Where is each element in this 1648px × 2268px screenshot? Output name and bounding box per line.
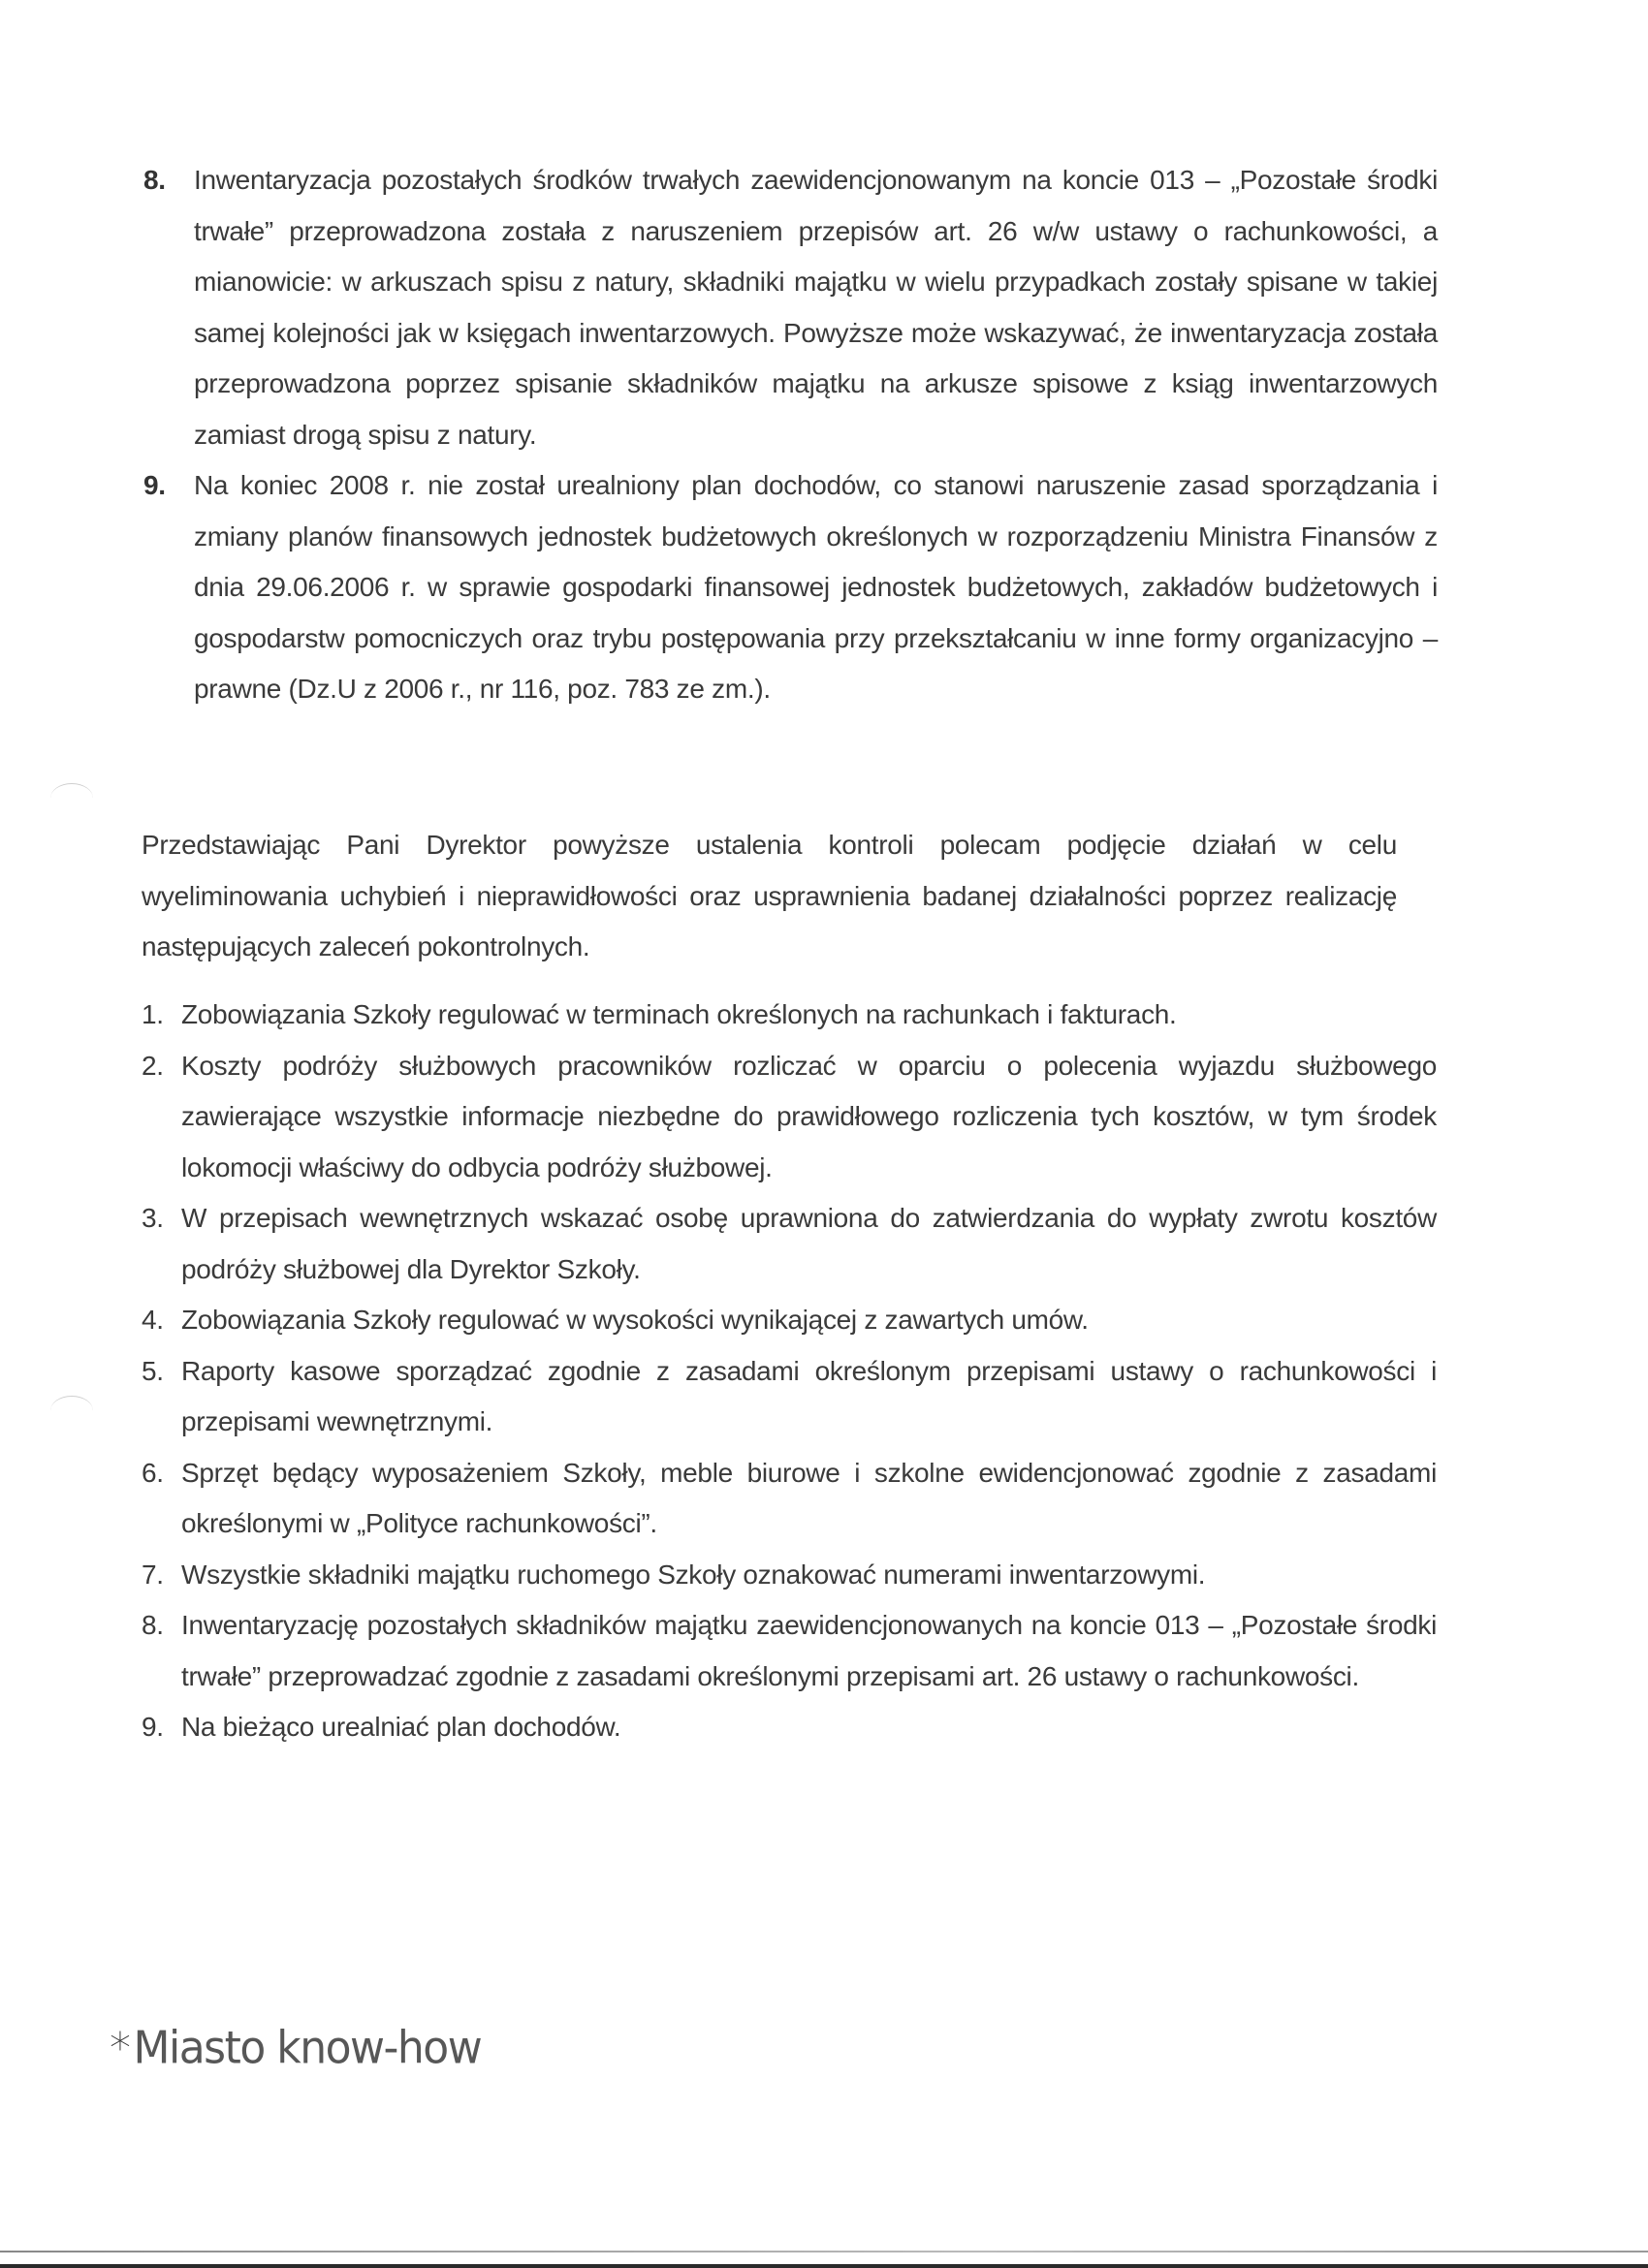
scan-mark: [50, 1396, 93, 1426]
recommendation-item: [142, 1193, 1437, 1295]
recommendation-text: Wszystkie składniki majątku ruchomego Szkoły oznakować numerami inwentarzowymi.: [181, 1559, 1206, 1590]
asterisk-icon: *: [110, 2024, 130, 2073]
recommendation-number: 5.: [142, 1355, 164, 1386]
recommendation-item: [142, 1550, 1437, 1601]
recommendations-list: [142, 990, 1437, 1753]
recommendation-number: 3.: [142, 1203, 164, 1233]
finding-item: [143, 460, 1438, 715]
recommendation-number: 7.: [142, 1559, 164, 1590]
recommendation-number: 6.: [142, 1457, 164, 1488]
recommendation-number: 9.: [142, 1712, 164, 1742]
finding-number: 9.: [143, 470, 166, 500]
recommendation-item: [142, 1702, 1437, 1753]
recommendation-item: [142, 1448, 1437, 1550]
recommendation-item: [142, 1041, 1437, 1194]
recommendation-text: Na bieżąco urealniać plan dochodów.: [181, 1712, 621, 1742]
recommendation-number: 8.: [142, 1610, 164, 1640]
findings-list: [143, 155, 1438, 715]
finding-text: Inwentaryzacja pozostałych środków trwałych zaewidencjonowanym na koncie 013 – „Pozostałe środki trwałe” przeprowadzona została z naruszeniem przepisów art. 26 w/w ustawy o rachunkowości, a mianowicie: w arkuszach spisu z natury, składniki majątku w wielu przypadkach zostały spisane w takiej samej kolejności jak w księgach inwentarzowych. Powyższe może wskazywać, że inwentaryzacja została przeprowadzona poprzez spisanie składników majątku na arkusze spisowe z ksiąg inwentarzowych zamiast drogą spisu z natury.: [194, 165, 1438, 450]
scan-edge-bar: [0, 2264, 1648, 2268]
recommendation-number: 4.: [142, 1305, 164, 1335]
logo-text: Miasto know-how: [133, 2022, 482, 2075]
intro-paragraph: Przedstawiając Pani Dyrektor powyższe ustalenia kontroli polecam podjęcie działań w celu wyeliminowania uchybień i nieprawidłowości oraz usprawnienia badanej działalności poprzez realizację następujących zaleceń pokontrolnych.: [142, 830, 1397, 961]
recommendation-number: 2.: [142, 1050, 164, 1081]
recommendation-item: [142, 1600, 1437, 1702]
footer-logo: [110, 2024, 481, 2073]
recommendation-text: Zobowiązania Szkoły regulować w wysokości wynikającej z zawartych umów.: [181, 1305, 1089, 1335]
recommendation-item: [142, 990, 1437, 1041]
recommendation-text: Sprzęt będący wyposażeniem Szkoły, meble biurowe i szkolne ewidencjonować zgodnie z zasadami określonymi w „Polityce rachunkowości”.: [181, 1457, 1437, 1538]
recommendation-item: [142, 1346, 1437, 1448]
recommendation-text: W przepisach wewnętrznych wskazać osobę uprawniona do zatwierdzania do wypłaty zwrotu kosztów podróży służbowej dla Dyrektor Szkoły.: [181, 1203, 1437, 1284]
recommendation-text: Zobowiązania Szkoły regulować w terminach określonych na rachunkach i fakturach.: [181, 999, 1177, 1029]
recommendation-text: Inwentaryzację pozostałych składników majątku zaewidencjonowanych na koncie 013 – „Pozostałe środki trwałe” przeprowadzać zgodnie z zasadami określonymi przepisami art. 26 ustawy o rachunkowości.: [181, 1610, 1437, 1691]
scan-edge-line: [0, 2251, 1648, 2252]
finding-item: [143, 155, 1438, 460]
scan-mark: [50, 783, 93, 813]
recommendation-item: [142, 1295, 1437, 1346]
recommendation-text: Raporty kasowe sporządzać zgodnie z zasadami określonym przepisami ustawy o rachunkowości i przepisami wewnętrznymi.: [181, 1355, 1437, 1436]
recommendation-text: Koszty podróży służbowych pracowników rozliczać w oparciu o polecenia wyjazdu służbowego zawierające wszystkie informacje niezbędne do prawidłowego rozliczenia tych kosztów, w tym środek lokomocji właściwy do odbycia podróży służbowej.: [181, 1050, 1437, 1182]
finding-number: 8.: [143, 165, 166, 195]
recommendation-number: 1.: [142, 999, 164, 1029]
finding-text: Na koniec 2008 r. nie został urealniony plan dochodów, co stanowi naruszenie zasad sporządzania i zmiany planów finansowych jednostek budżetowych określonych w rozporządzeniu Ministra Finansów z dnia 29.06.2006 r. w sprawie gospodarki finansowej jednostek budżetowych, zakładów budżetowych i gospodarstw pomocniczych oraz trybu postępowania przy przekształcaniu w inne formy organizacyjno – prawne (Dz.U z 2006 r., nr 116, poz. 783 ze zm.).: [194, 470, 1438, 704]
